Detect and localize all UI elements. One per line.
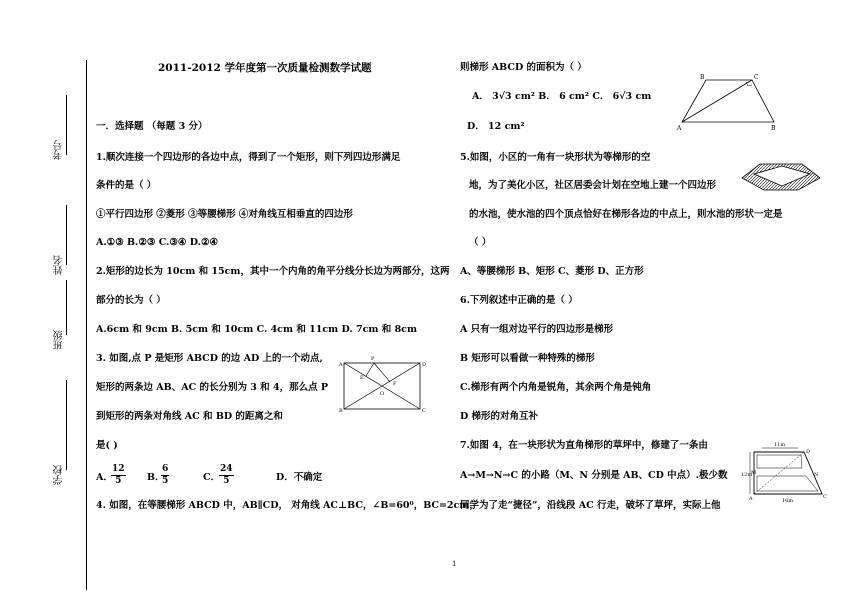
q5-options: A、等腰梯形 B、矩形 C、菱形 D、正方形 — [460, 266, 644, 277]
q1-options: A.①③ B.②③ C.③④ D.②④ — [96, 237, 218, 248]
q5-line3: 的水池，使水池的四个顶点恰好在梯形各边的中点上，则水池的形状一定是 — [469, 209, 783, 220]
q6-option-a: A 只有一组对边平行的四边形是梯形 — [460, 324, 614, 335]
q4-option-d: D． 12 cm² — [467, 121, 525, 132]
q4-label-c: C — [754, 74, 759, 81]
q3-line4: 是( ) — [96, 440, 118, 451]
q4-label-bottom-b: B — [771, 125, 776, 132]
page-number: 1 — [452, 560, 457, 568]
name-underline — [66, 205, 67, 265]
q7-line3: 同学为了走“捷径”，沿线段 AC 行走，破坏了草坪，实际上他 — [460, 500, 721, 511]
class-underline — [66, 280, 67, 335]
q3-line3: 到矩形的两条对角线 AC 和 BD 的距离之和 — [96, 411, 283, 422]
q5-line4: （ ） — [469, 237, 492, 248]
q3-line1: 3. 如图,点 P 是矩形 ABCD 的边 AD 上的一个动点, — [96, 353, 323, 364]
sidebar-label-school: 学校 — [54, 465, 65, 485]
q7-label-a: A — [749, 496, 753, 502]
binding-line — [86, 60, 87, 590]
q3-option-c-fraction — [219, 464, 234, 487]
q7-label-n: N — [814, 472, 819, 478]
sidebar-label-name: 姓名 — [54, 255, 65, 275]
q4-label-top-b: B — [700, 74, 705, 81]
q3-option-c-numerator: 24 — [220, 464, 233, 474]
q3-option-c-label: C． — [203, 472, 221, 483]
q3-option-a-numerator: 12 — [112, 464, 125, 474]
section-heading: 一．选择题 （每题 3 分） — [96, 121, 208, 132]
sidebar-label-exam-no: 考号 — [54, 140, 65, 160]
school-underline — [66, 380, 67, 470]
q3-label-p: P — [371, 356, 375, 362]
q3-option-b-fraction — [161, 464, 169, 487]
q7-lawn-figure — [740, 440, 832, 506]
q2-line1: 2.矩形的边长为 10cm 和 15cm，其中一个内角的角平分线分长边为两部分，这两 — [96, 266, 450, 277]
q3-label-f: F — [393, 381, 397, 387]
q7-label-16m: 16m — [782, 498, 794, 504]
q7-label-d: D — [806, 449, 811, 455]
q2-options: A.6cm 和 9cm B. 5cm 和 10cm C. 4cm 和 11cm D. 7cm 和 8cm — [96, 324, 418, 335]
q4-options: A． 3√3 cm² B． 6 cm² C． 6√3 cm — [472, 91, 652, 102]
q3-label-d: D — [422, 362, 427, 368]
q7-line2: A→M→N→C 的小路（M、N 分别是 AB、CD 中点）.极少数 — [460, 470, 728, 481]
page-title: 2011-2012 学年度第一次质量检测数学试题 — [158, 62, 372, 74]
sidebar-label-class: 班级 — [54, 330, 65, 350]
q3-rectangle-figure — [336, 354, 432, 416]
q3-option-b-label: B． — [147, 472, 165, 483]
q7-label-12m: 12m — [741, 472, 753, 478]
q1-items: ①平行四边形 ②菱形 ③等腰梯形 ④对角线互相垂直的四边形 — [96, 209, 353, 220]
q4-trapezoid-figure — [674, 72, 784, 132]
q2-line2: 部分的长为（ ） — [96, 295, 166, 306]
q4-line1: 4. 如图，在等腰梯形 ABCD 中，AB∥CD， 对角线 AC⊥BC，∠B=60⁰，BC=2cm， — [96, 500, 479, 511]
q3-label-c: C — [422, 408, 426, 414]
q3-option-b-numerator: 6 — [162, 464, 169, 474]
q7-label-m: M — [751, 470, 757, 476]
q1-line2: 条件的是（ ） — [96, 180, 157, 191]
q3-label-a: A — [339, 362, 343, 368]
q3-label-o: O — [380, 391, 385, 397]
q3-option-a-denominator: 5 — [115, 476, 122, 486]
q3-label-b: B — [339, 408, 343, 414]
q6-option-d: D 梯形的对角互补 — [460, 411, 539, 422]
q6-line1: 6.下列叙述中正确的是（ ） — [460, 295, 578, 306]
q7-label-c: C — [823, 494, 827, 500]
q7-line1: 7.如图 4，在一块形状为直角梯形的草坪中，修建了一条由 — [460, 440, 708, 451]
q3-label-e: E — [360, 375, 364, 381]
q1-line1: 1.顺次连接一个四边形的各边中点，得到了一个矩形，则下列四边形满足 — [96, 152, 401, 163]
q6-option-c: C.梯形有两个内角是锐角，其余两个角是钝角 — [460, 382, 652, 393]
q3-option-a-fraction — [111, 464, 126, 487]
q3-line2: 矩形的两条边 AB、AC 的长分别为 3 和 4，那么点 P — [96, 382, 329, 393]
q5-pool-figure — [738, 158, 824, 198]
q3-option-c-denominator: 5 — [223, 476, 230, 486]
q3-option-a-label: A． — [96, 472, 113, 483]
q3-option-d: D．不确定 — [276, 472, 323, 483]
q6-option-b: B 矩形可以看做一种特殊的梯形 — [460, 353, 595, 364]
q5-line1: 5.如图，小区的一角有一块形状为等梯形的空 — [460, 152, 651, 163]
q4-label-a: A — [677, 125, 682, 132]
q3-option-b-denominator: 5 — [162, 476, 169, 486]
exam-no-underline — [66, 95, 67, 155]
q5-line2: 地，为了美化小区，社区居委会计划在空地上建一个四边形 — [469, 180, 717, 191]
q7-label-11m: 11m — [774, 442, 786, 448]
q4-line2: 则梯形 ABCD 的面积为（ ） — [460, 62, 587, 73]
